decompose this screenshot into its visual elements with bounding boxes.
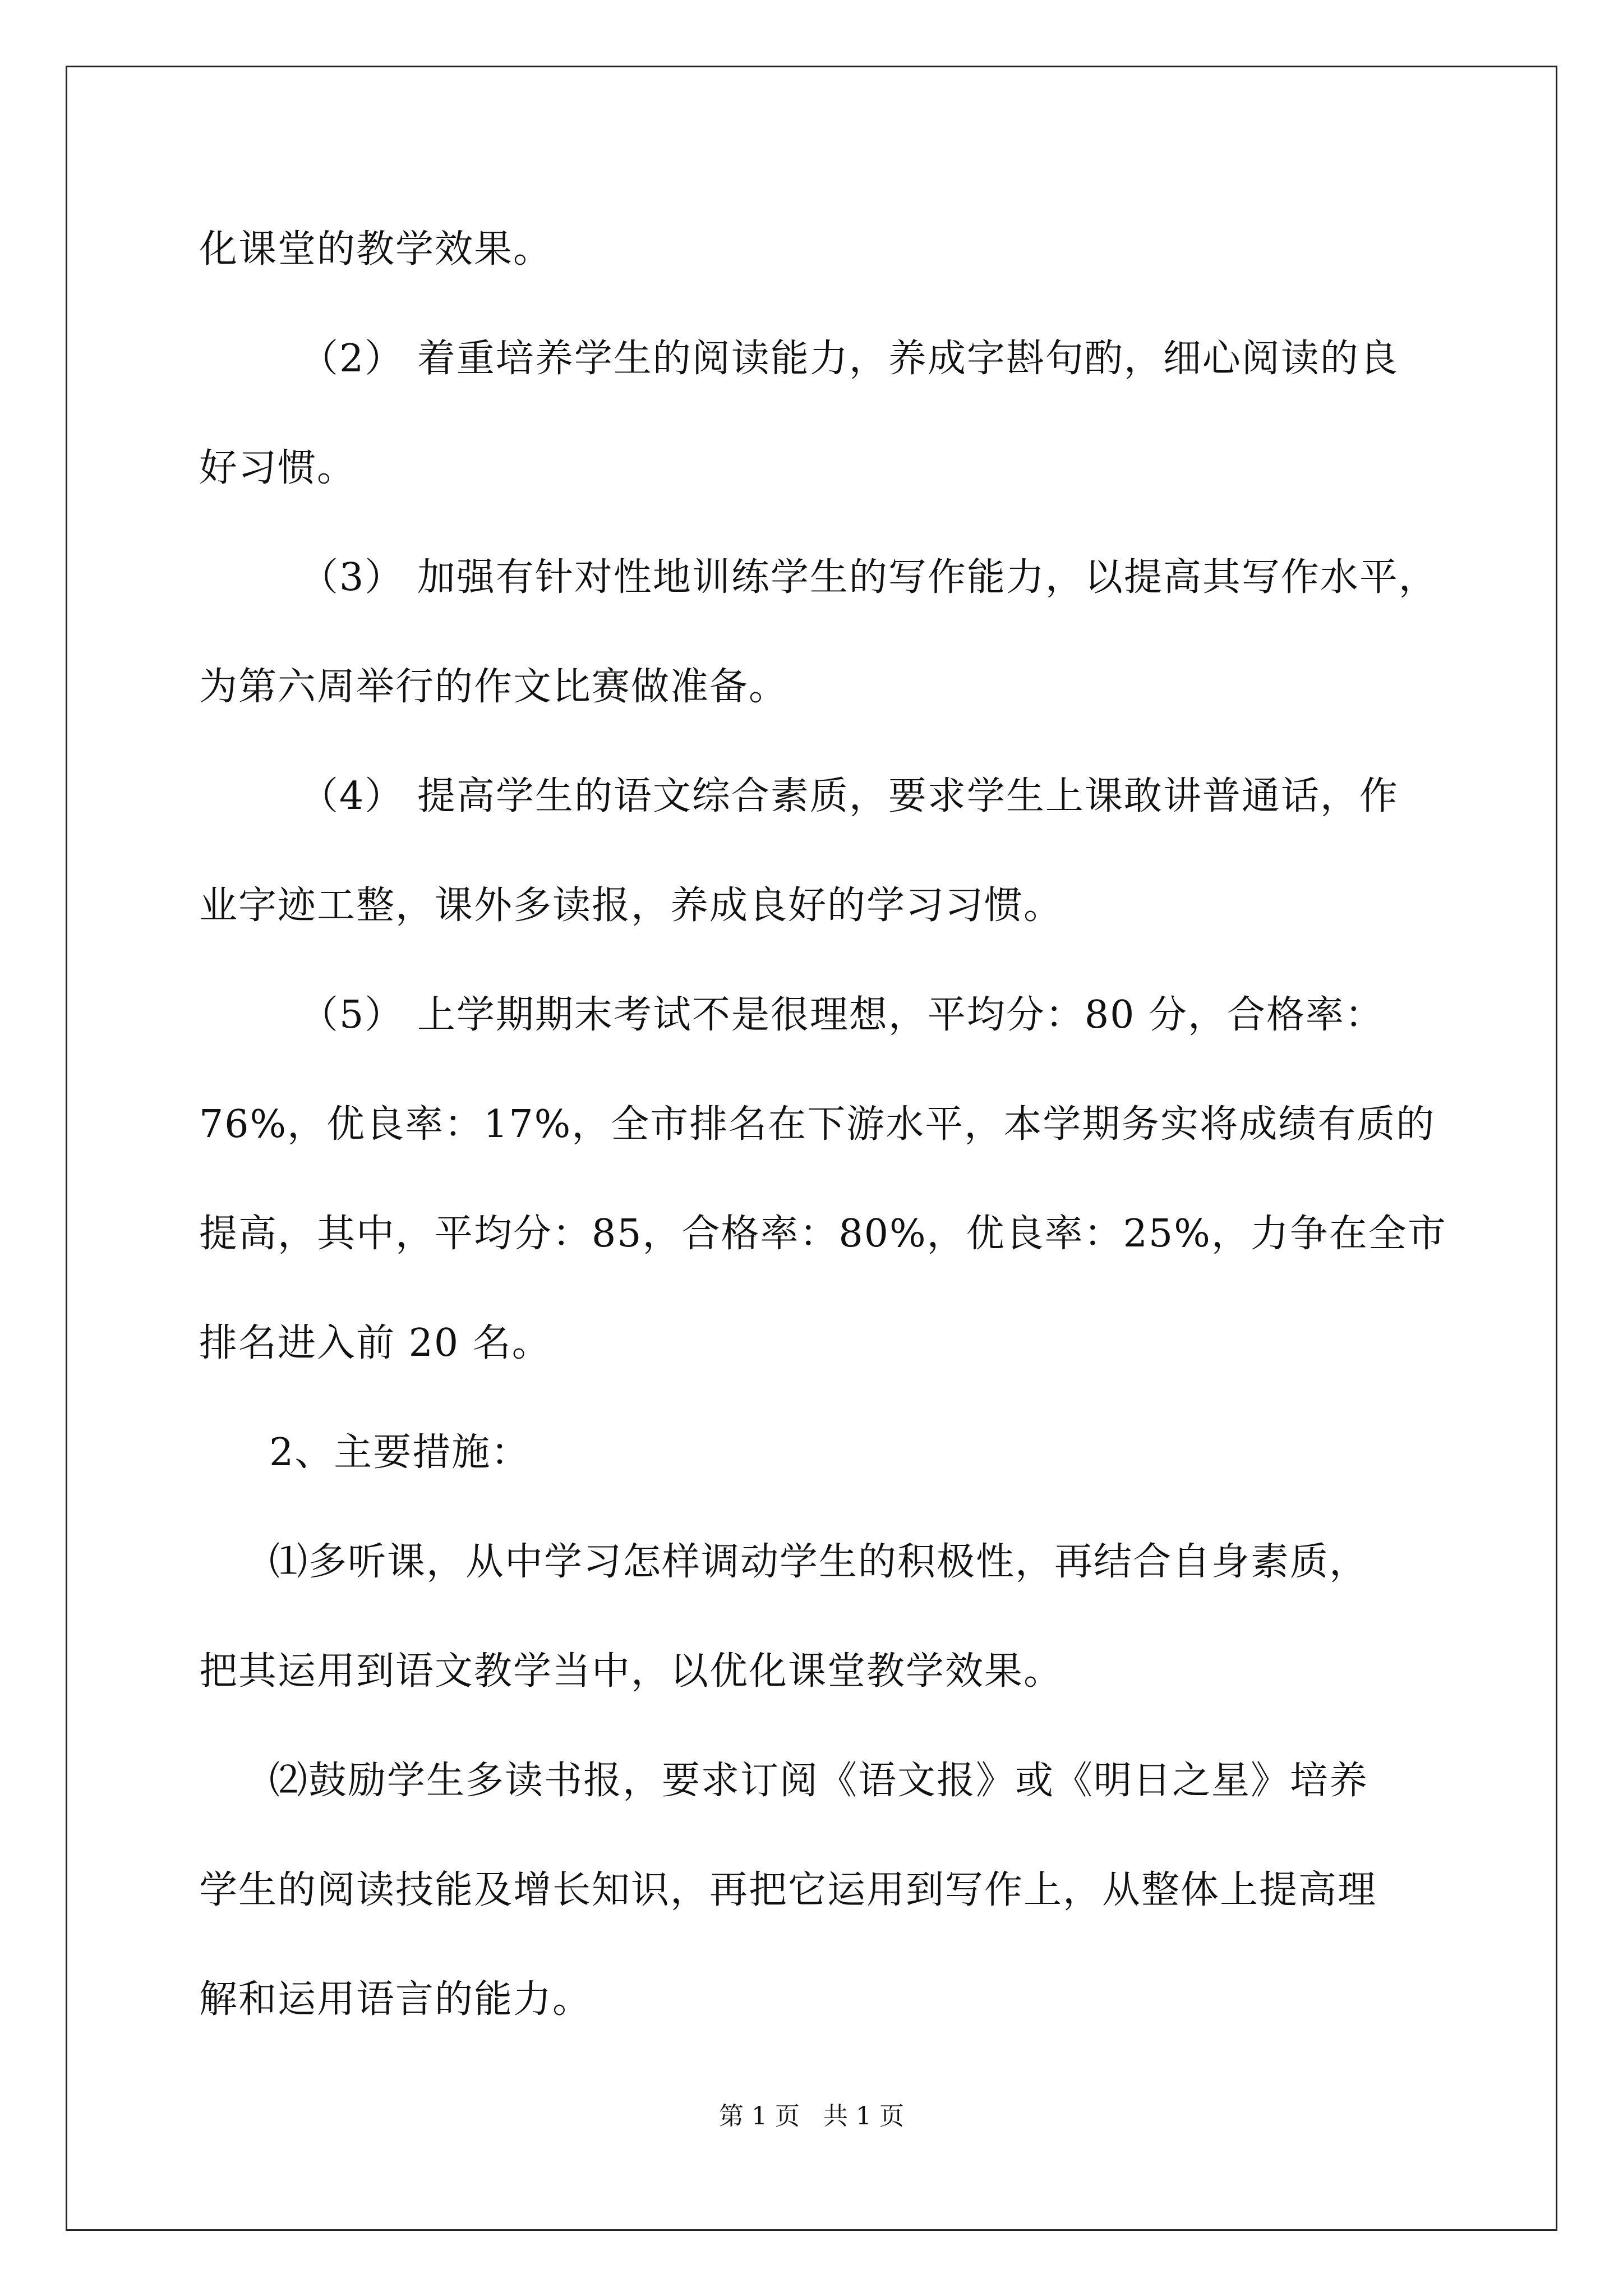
page-number-footer: 第 1 页 共 1 页 <box>719 2102 904 2131</box>
text-line: 化课堂的教学效果。 <box>199 227 553 272</box>
text-line: 为第六周举行的作文比赛做准备。 <box>199 665 789 709</box>
text-line: （5） 上学期期末考试不是很理想，平均分：80 分，合格率： <box>300 993 1385 1037</box>
text-line: 好习惯。 <box>199 446 357 490</box>
text-line: 76%，优良率：17%，全市排名在下游水平，本学期务实将成绩有质的 <box>199 1102 1436 1147</box>
text-line: 排名进入前 20 名。 <box>199 1321 551 1365</box>
text-line: （3） 加强有针对性地训练学生的写作能力，以提高其写作水平， <box>300 555 1438 600</box>
text-line: ⑴多听课，从中学习怎样调动学生的积极性，再结合自身素质， <box>269 1540 1369 1584</box>
text-line: 业字迹工整，课外多读报，养成良好的学习习惯。 <box>199 884 1063 928</box>
text-line: 把其运用到语文教学当中，以优化课堂教学效果。 <box>199 1649 1063 1694</box>
text-line: 提高，其中，平均分：85，合格率：80%，优良率：25%，力争在全市 <box>199 1212 1447 1256</box>
text-line: （4） 提高学生的语文综合素质，要求学生上课敢讲普通话，作 <box>300 774 1399 818</box>
text-line: 解和运用语言的能力。 <box>199 1977 592 2022</box>
text-line: 学生的阅读技能及增长知识，再把它运用到写作上，从整体上提高理 <box>199 1868 1377 1912</box>
text-line: ⑵鼓励学生多读书报，要求订阅《语文报》或《明日之星》培养 <box>269 1759 1369 1803</box>
text-line: （2） 着重培养学生的阅读能力，养成字斟句酌，细心阅读的良 <box>300 337 1399 381</box>
section-heading: 2、主要措施： <box>269 1430 531 1475</box>
